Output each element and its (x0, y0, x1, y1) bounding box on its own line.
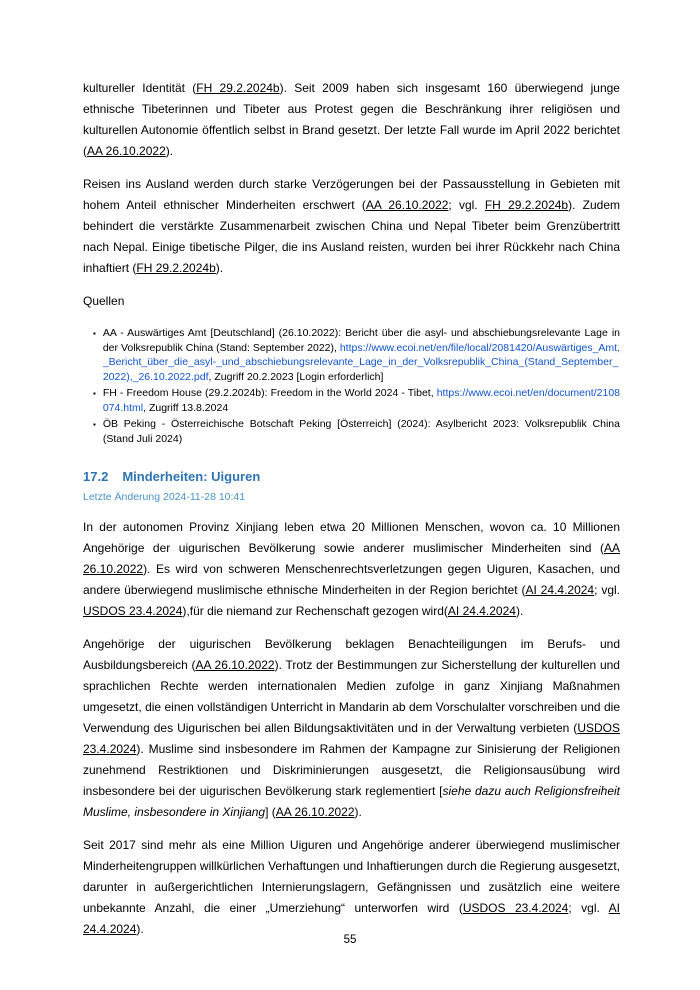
section-title: Minderheiten: Uiguren (122, 469, 261, 484)
text-run: ). (165, 144, 174, 158)
citation-link[interactable]: USDOS 23.4.2024 (83, 604, 183, 618)
page-content (83, 78, 620, 952)
source-text (103, 386, 620, 415)
sources-list (93, 326, 620, 446)
text-run: ),für die niemand zur Rechenschaft gezogen wird( (182, 604, 448, 618)
text-run: ). Trotz der Bestimmungen zur Sicherstellung der kulturellen und sprachlichen Rechte werden internationalen Medien zufolge in ganz Xinjiang Maßnahmen umgesetzt, die einen vollständigen Unterricht in Mandarin ab dem Vorschulalter vorschreiben und die Verwendung des Uigurischen bei allen Bildungsaktivitäten und in der Verwaltung verbieten ( (83, 658, 620, 735)
citation-link[interactable]: FH 29.2.2024b (136, 261, 216, 275)
url-link[interactable]: https://www.ecoi.net/en/document/2108074.html (102, 387, 620, 414)
citation-link[interactable]: AA 26.10.2022 (365, 198, 449, 212)
url-link[interactable]: https://www.ecoi.net/en/file/local/2081420/Auswärtiges_Amt,_Bericht_über_die_asyl-_und_abschiebungsrelevante_Lage_in_der_Volksrepublik_China_(Stand_September_2022),_26.10.2022.pdf (102, 341, 620, 383)
text-run: , Zugriff 13.8.2024 (143, 401, 229, 414)
citation-link[interactable]: AA 26.10.2022 (275, 805, 355, 819)
section-number: 17.2 (83, 469, 109, 484)
bullet-icon: ▪ (93, 420, 96, 429)
page-number: 55 (343, 934, 357, 946)
text-run: ). (354, 805, 362, 819)
paragraph-uighur-detention (83, 835, 620, 940)
citation-link[interactable]: AI 24.4.2024 (447, 604, 516, 618)
italic-run: siehe dazu auch Religionsfreiheit Muslime, insbesondere in Xinjiang (83, 784, 620, 819)
text-run: FH - Freedom House (29.2.2024b): Freedom in the World 2024 - Tibet, (102, 387, 437, 399)
citation-link[interactable]: AA 26.10.2022 (87, 144, 166, 158)
source-text (103, 326, 620, 384)
bullet-icon: ▪ (93, 389, 96, 398)
citation-link[interactable]: USDOS 23.4.2024 (462, 901, 569, 915)
text-run: ] ( (265, 805, 276, 819)
sources-heading: Quellen (83, 294, 125, 308)
source-item-aa (93, 326, 620, 384)
paragraph-tibet-travel (83, 174, 620, 279)
text-run: ÖB Peking - Österreichische Botschaft Peking [Österreich] (2024): Asylbericht 2023: Volksrepublik China (Stand Juli 2024) (102, 418, 620, 445)
text-run: Angehörige der uigurischen Bevölkerung beklagen Benachteiligungen im Berufs- und Ausbildungsbereich ( (83, 637, 620, 672)
text-run: ; vgl. (594, 583, 620, 597)
source-text (103, 417, 620, 446)
text-run: ; vgl. (568, 901, 609, 915)
text-run: ; vgl. (448, 198, 485, 212)
citation-link[interactable]: AI 24.4.2024 (525, 583, 595, 597)
section-heading (83, 468, 620, 485)
citation-link[interactable]: AI 24.4.2024 (83, 901, 620, 936)
text-run: , Zugriff 20.2.2023 [Login erforderlich] (208, 370, 384, 383)
citation-link[interactable]: AA 26.10.2022 (83, 541, 620, 576)
source-item-oeb-peking (93, 417, 620, 446)
text-run: ). Es wird von schweren Menschenrechtsverletzungen gegen Uiguren, Kasachen, und andere überwiegend muslimische ethnische Minderheiten in der Region berichtet ( (83, 562, 620, 597)
text-run: ). (515, 604, 524, 618)
citation-link[interactable]: FH 29.2.2024b (484, 198, 569, 212)
bullet-icon: ▪ (93, 329, 96, 338)
citation-link[interactable]: FH 29.2.2024b (196, 81, 280, 95)
text-run: ). (136, 922, 144, 936)
source-item-fh (93, 386, 620, 415)
text-run: ). Seit 2009 haben sich insgesamt 160 überwiegend junge ethnische Tibeterinnen und Tibeter aus Protest gegen die Beschränkung ihrer religiösen und kulturellen Autonomie öffentlich selbst in Brand gesetzt. Der letzte Fall wurde im April 2022 berichtet ( (83, 81, 620, 158)
citation-link[interactable]: AA 26.10.2022 (195, 658, 275, 672)
text-run: ). Muslime sind insbesondere im Rahmen der Kampagne zur Sinisierung der Religionen zunehmend Restriktionen und Diskriminierungen ausgesetzt, die Religionsausübung wird insbesondere bei der uigurischen Bevölkerung stark reglementiert [ (83, 742, 620, 798)
citation-link[interactable]: USDOS 23.4.2024 (83, 721, 620, 756)
text-run: kultureller Identität ( (83, 81, 197, 95)
text-run: Reisen ins Ausland werden durch starke Verzögerungen bei der Passausstellung in Gebieten mit hohem Anteil ethnischer Minderheiten erschwert ( (83, 177, 620, 212)
text-run: ). Zudem behindert die verstärkte Zusammenarbeit zwischen China und Nepal Tibeter beim Grenzübertritt nach Nepal. Einige tibetische Pilger, die ins Ausland reisten, wurden bei ihrer Rückkehr nach China inhaftiert ( (83, 198, 620, 275)
last-updated: Letzte Änderung 2024-11-28 10:41 (83, 491, 246, 503)
text-run: ). (215, 261, 224, 275)
text-run: In der autonomen Provinz Xinjiang leben etwa 20 Millionen Menschen, wovon ca. 10 Millionen Angehörige der uigurischen Bevölkerung sowie anderer muslimischer Minderheiten sind ( (83, 520, 620, 555)
paragraph-uighur-discrimination (83, 634, 620, 823)
paragraph-xinjiang-population (83, 517, 620, 622)
text-run: AA - Auswärtiges Amt [Deutschland] (26.10.2022): Bericht über die asyl- und abschiebungsrelevante Lage in der Volksrepublik China (Stand: September 2022), (102, 327, 620, 354)
text-run: Seit 2017 sind mehr als eine Million Uiguren und Angehörige anderer überwiegend muslimischer Minderheitengruppen willkürlichen Verhaftungen und Inhaftierungen durch die Regierung ausgesetzt, darunter in außergerichtlichen Internierungslagern, Gefängnissen und zusätzlich eine weitere unbekannte Anzahl, die einer „Umerziehung“ unterworfen wird ( (83, 838, 620, 915)
paragraph-tibet-self-immolation (83, 78, 620, 162)
